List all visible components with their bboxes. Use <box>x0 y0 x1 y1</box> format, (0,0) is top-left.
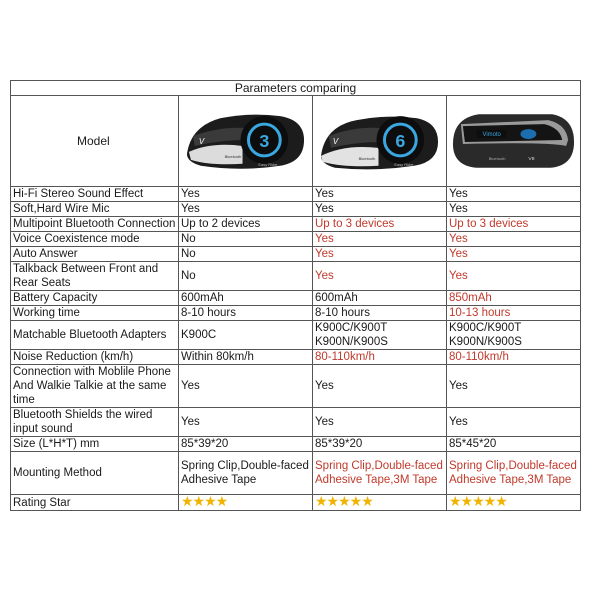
device-cell-3 <box>447 96 581 187</box>
row-value: 10-13 hours <box>447 306 581 321</box>
row-label: Size (L*H*T) mm <box>11 437 179 452</box>
table-row <box>11 321 581 350</box>
svg-text:V8: V8 <box>528 156 535 162</box>
table-row <box>11 306 581 321</box>
model-label: Model <box>11 96 179 187</box>
row-value: 80-110km/h <box>447 350 581 365</box>
rating-stars-3 <box>447 495 581 511</box>
table-title: Parameters comparing <box>11 81 581 96</box>
row-value: Up to 2 devices <box>179 217 313 232</box>
row-value: Yes <box>447 232 581 247</box>
row-value: Yes <box>313 365 447 408</box>
row-label: Voice Coexistence mode <box>11 232 179 247</box>
row-value: Yes <box>313 232 447 247</box>
row-value: Yes <box>179 365 313 408</box>
table-row <box>11 247 581 262</box>
svg-text:Easy Rider: Easy Rider <box>258 161 278 167</box>
star-icons: ★★★★★ <box>449 494 507 509</box>
dial-number-1: 3 <box>259 130 270 151</box>
row-value: Yes <box>179 408 313 437</box>
row-value: Within 80km/h <box>179 350 313 365</box>
star-icons: ★★★★ <box>181 494 228 509</box>
row-value: Up to 3 devices <box>447 217 581 232</box>
table-row <box>11 262 581 291</box>
svg-text:Bluetooth: Bluetooth <box>224 153 242 159</box>
rating-stars-1 <box>179 495 313 511</box>
table-row <box>11 291 581 306</box>
row-value: Yes <box>179 202 313 217</box>
row-value: Spring Clip,Double-faced Adhesive Tape <box>179 452 313 495</box>
table-row-rating <box>11 495 581 511</box>
brand-mark-1: V <box>198 136 205 146</box>
row-value: Yes <box>447 202 581 217</box>
dial-number-2: 6 <box>395 130 406 151</box>
table-row <box>11 187 581 202</box>
row-value: K900C/K900T K900N/K900S <box>447 321 581 350</box>
row-label: Noise Reduction (km/h) <box>11 350 179 365</box>
row-value: Yes <box>313 262 447 291</box>
row-value: Yes <box>179 187 313 202</box>
brand-mark-3: Vimoto <box>482 132 501 139</box>
table-row <box>11 350 581 365</box>
row-value: Yes <box>447 187 581 202</box>
table-row <box>11 217 581 232</box>
row-value: 85*39*20 <box>179 437 313 452</box>
brand-mark-2: V <box>332 136 339 146</box>
star-icons: ★★★★★ <box>315 494 373 509</box>
table-row <box>11 408 581 437</box>
svg-text:Bluetooth: Bluetooth <box>358 155 376 161</box>
headset-image-3 <box>449 96 578 182</box>
table-row <box>11 232 581 247</box>
row-label: Bluetooth Shields the wired input sound <box>11 408 179 437</box>
row-value: Yes <box>313 408 447 437</box>
rating-stars-2 <box>313 495 447 511</box>
table-row <box>11 365 581 408</box>
row-value: 600mAh <box>179 291 313 306</box>
row-value: K900C/K900T K900N/K900S <box>313 321 447 350</box>
row-value: Yes <box>447 262 581 291</box>
row-value: 850mAh <box>447 291 581 306</box>
row-value: 85*39*20 <box>313 437 447 452</box>
svg-text:Bluetooth: Bluetooth <box>488 155 506 161</box>
row-value: K900C <box>179 321 313 350</box>
row-value: No <box>179 262 313 291</box>
table-row <box>11 452 581 495</box>
row-value: Yes <box>447 408 581 437</box>
row-label: Soft,Hard Wire Mic <box>11 202 179 217</box>
spec-rows <box>11 187 581 495</box>
row-value: Yes <box>313 187 447 202</box>
row-value: 80-110km/h <box>313 350 447 365</box>
table-row <box>11 202 581 217</box>
row-value: Yes <box>447 247 581 262</box>
row-value: Yes <box>447 365 581 408</box>
row-label: Battery Capacity <box>11 291 179 306</box>
device-cell-1 <box>179 96 313 187</box>
row-label: Hi-Fi Stereo Sound Effect <box>11 187 179 202</box>
row-value: Yes <box>313 247 447 262</box>
row-label: Auto Answer <box>11 247 179 262</box>
headset-image-1 <box>181 96 310 182</box>
table-row <box>11 437 581 452</box>
row-value: Up to 3 devices <box>313 217 447 232</box>
row-label: Matchable Bluetooth Adapters <box>11 321 179 350</box>
row-label: Connection with Moblile Phone And Walkie Talkie at the same time <box>11 365 179 408</box>
row-label: Working time <box>11 306 179 321</box>
svg-text:Easy Rider: Easy Rider <box>394 161 414 167</box>
row-label: Talkback Between Front and Rear Seats <box>11 262 179 291</box>
row-label: Multipoint Bluetooth Connection <box>11 217 179 232</box>
row-label: Rating Star <box>11 495 179 511</box>
row-value: Spring Clip,Double-faced Adhesive Tape,3M Tape <box>447 452 581 495</box>
device-cell-2 <box>313 96 447 187</box>
row-value: No <box>179 232 313 247</box>
row-value: 8-10 hours <box>313 306 447 321</box>
row-value: Spring Clip,Double-faced Adhesive Tape,3M Tape <box>313 452 447 495</box>
row-value: Yes <box>313 202 447 217</box>
row-value: 600mAh <box>313 291 447 306</box>
row-value: 8-10 hours <box>179 306 313 321</box>
headset-image-2 <box>315 96 444 182</box>
row-value: No <box>179 247 313 262</box>
comparison-table <box>10 80 581 511</box>
row-label: Mounting Method <box>11 452 179 495</box>
row-value: 85*45*20 <box>447 437 581 452</box>
